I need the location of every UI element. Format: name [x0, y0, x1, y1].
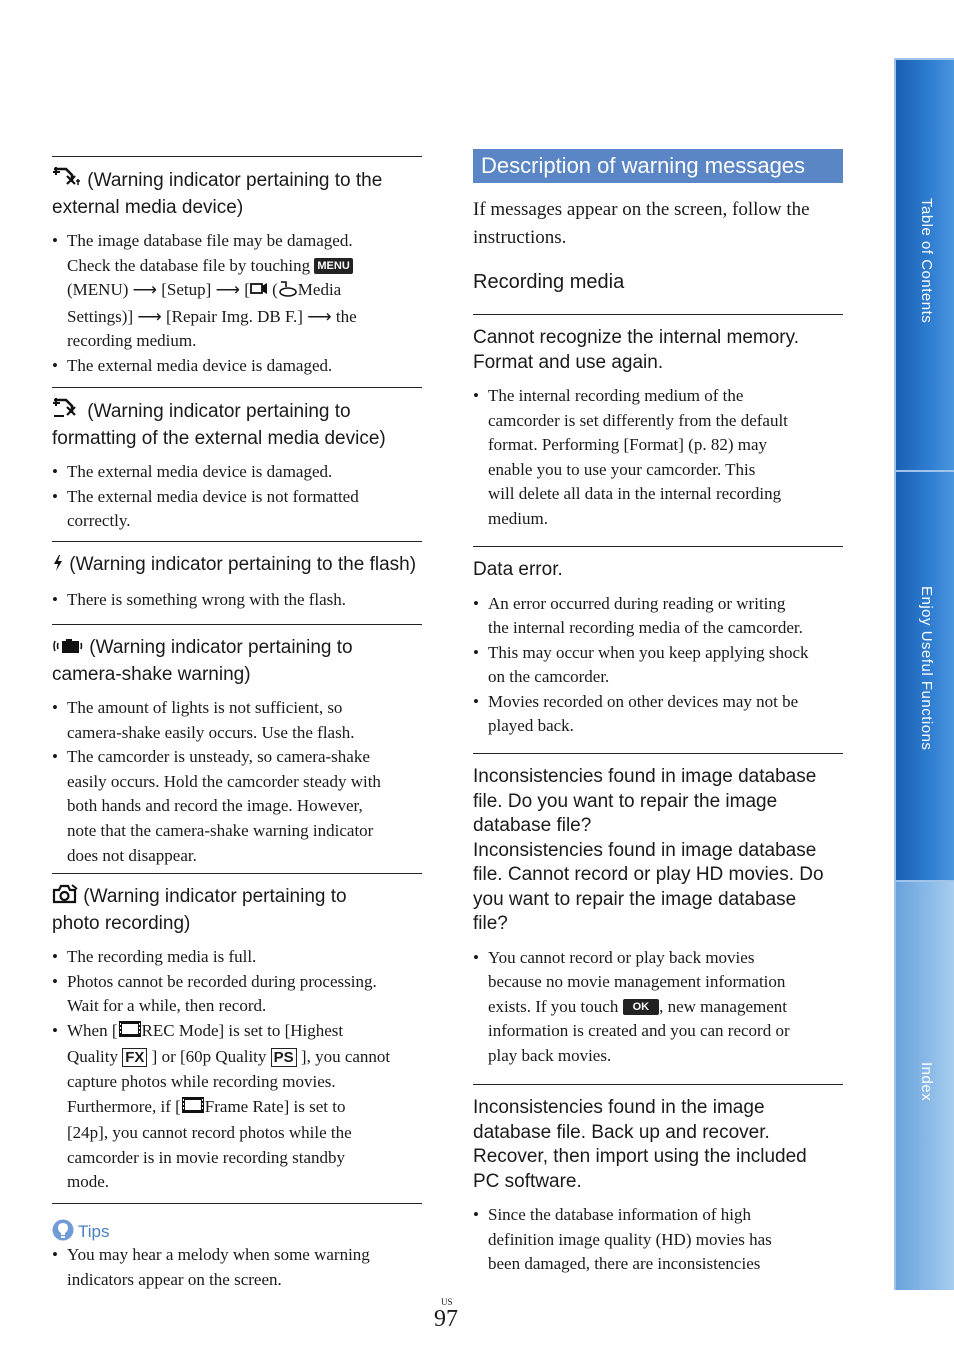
bullet-list [52, 588, 422, 613]
bullet-list [473, 592, 843, 740]
divider [52, 1203, 422, 1204]
tab-enjoy-useful-functions[interactable] [894, 470, 954, 880]
section-camera-shake-warning [52, 624, 422, 868]
list-item: • Movies recorded on other devices may not be played back. [473, 690, 843, 739]
menu-button-icon: MENU [314, 258, 352, 274]
bullet-list [473, 946, 843, 1069]
flash-icon [52, 554, 64, 580]
list-item: • When [ REC Mode] is set to [Highest Quality FX ] or [60p Quality PS ], you cannot capture photos while recording movies. Furthermore, if [ Frame Rate] is set to [24p], you cannot record photos while the camcorder is in movie recording standby mode. [52, 1019, 422, 1195]
region-code: US [441, 1297, 453, 1307]
section-heading: (Warning indicator pertaining to the flash) [52, 553, 422, 580]
bullet-list [52, 1243, 422, 1292]
tab-table-of-contents[interactable] [894, 58, 954, 470]
message-inconsistencies-repair [473, 753, 843, 1068]
film-icon [181, 1096, 205, 1122]
divider [473, 546, 843, 547]
list-item: • There is something wrong with the flash. [52, 588, 422, 613]
tab-label: Index [918, 1062, 935, 1102]
page-number-value: 97 [434, 1306, 458, 1332]
fx-quality-icon: FX [122, 1048, 147, 1067]
intro-paragraph: If messages appear on the screen, follow the instructions. [473, 199, 810, 248]
message-heading: Inconsistencies found in image database file. Do you want to repair the image database file? Inconsistencies found in image database file. Cannot record or play HD movies. Do you want to repair the image database file? [473, 766, 824, 934]
list-item: • The amount of lights is not sufficient, so camera-shake easily occurs. Use the flash. [52, 696, 422, 745]
list-item: • This may occur when you keep applying shock on the camcorder. [473, 641, 843, 690]
tab-label: Enjoy Useful Functions [918, 586, 935, 751]
message-heading: Inconsistencies found in the image database file. Back up and recover. Recover, then import using the included PC software. [473, 1097, 807, 1192]
message-inconsistencies-recover [473, 1084, 843, 1277]
list-item: • You may hear a melody when some warning indicators appear on the screen. [52, 1243, 422, 1292]
subsection-title: Recording media [473, 271, 625, 293]
list-item: • The image database file may be damaged. Check the database file by touching MENU (MENU) ⟶ [Setup] ⟶ [ ( Media Settings)] ⟶ [Repair Img. DB F.] ⟶ the recording medium. [52, 229, 422, 354]
divider [473, 1084, 843, 1085]
section-formatting-warning [52, 387, 422, 534]
list-item: • The internal recording medium of the camcorder is set differently from the default format. Performing [Format] (p. 82) may enable you to use your camcorder. This will delete all data in the internal recording medium. [473, 384, 843, 532]
bullet-list [52, 696, 422, 868]
page-number [434, 1298, 458, 1331]
bullet-list [473, 1203, 843, 1277]
arrow-icon: ⟶ [132, 280, 158, 300]
ok-button-icon: OK [623, 999, 660, 1015]
tips-heading: Tips [52, 1219, 422, 1243]
section-flash-warning [52, 541, 422, 612]
external-media-warning-icon [52, 166, 82, 196]
message-data-error [473, 546, 843, 739]
divider [52, 873, 422, 874]
side-navigation [894, 58, 954, 1290]
list-item: • The external media device is damaged. [52, 460, 422, 485]
arrow-icon: ⟶ [215, 280, 240, 300]
section-heading: (Warning indicator pertaining to camera-shake warning) [52, 637, 353, 685]
film-icon [118, 1020, 142, 1046]
arrow-icon: ⟶ [137, 306, 162, 326]
heading-line: external media device) [52, 196, 244, 218]
bullet-list [52, 945, 422, 1195]
tips-section [52, 1203, 422, 1292]
section-heading: (Warning indicator pertaining to formatting of the external media device) [52, 397, 422, 451]
bullet-list [52, 229, 422, 379]
divider [52, 624, 422, 625]
list-item: • An error occurred during reading or writing the internal recording media of the camcorder. [473, 592, 843, 641]
camera-shake-icon [52, 637, 84, 663]
divider [52, 156, 422, 157]
message-cannot-recognize [473, 314, 843, 532]
page-title: Description of warning messages [481, 153, 806, 178]
divider [52, 541, 422, 542]
section-heading [52, 166, 422, 220]
heading-line: (Warning indicator pertaining to the [87, 170, 383, 191]
section-photo-warning [52, 873, 422, 1195]
media-icon [278, 280, 298, 305]
bullet-list [52, 460, 422, 534]
tab-index[interactable] [894, 880, 954, 1290]
arrow-icon: ⟶ [307, 306, 332, 326]
section-heading: (Warning indicator pertaining to photo recording) [52, 886, 347, 934]
photo-warning-icon [52, 884, 78, 912]
list-item: • The camcorder is unsteady, so camera-shake easily occurs. Hold the camcorder steady with both hands and record the image. However, note that the camera-shake warning indicator does not disappear. [52, 745, 422, 868]
tab-label: Table of Contents [918, 198, 935, 324]
divider [473, 314, 843, 315]
divider [473, 753, 843, 754]
ps-quality-icon: PS [271, 1048, 297, 1067]
format-warning-icon [52, 397, 82, 427]
list-item: • The recording media is full. [52, 945, 422, 970]
lightbulb-icon [52, 1219, 74, 1246]
message-heading: Data error. [473, 559, 563, 580]
list-item: • Since the database information of high definition image quality (HD) movies has been damaged, there are inconsistencies [473, 1203, 843, 1277]
list-item: • You cannot record or play back movies because no movie management information exists. If you touch OK , new management information is created and you can record or play back movies. [473, 946, 843, 1069]
list-item: • The external media device is damaged. [52, 354, 422, 379]
page-title-bar [473, 149, 843, 183]
list-item: • The external media device is not formatted correctly. [52, 485, 422, 534]
section-external-media-warning [52, 156, 422, 379]
bullet-list [473, 384, 843, 532]
list-item: • Photos cannot be recorded during processing. Wait for a while, then record. [52, 970, 422, 1019]
divider [52, 387, 422, 388]
media-settings-icon [250, 280, 268, 305]
message-heading: Cannot recognize the internal memory. Format and use again. [473, 327, 799, 373]
